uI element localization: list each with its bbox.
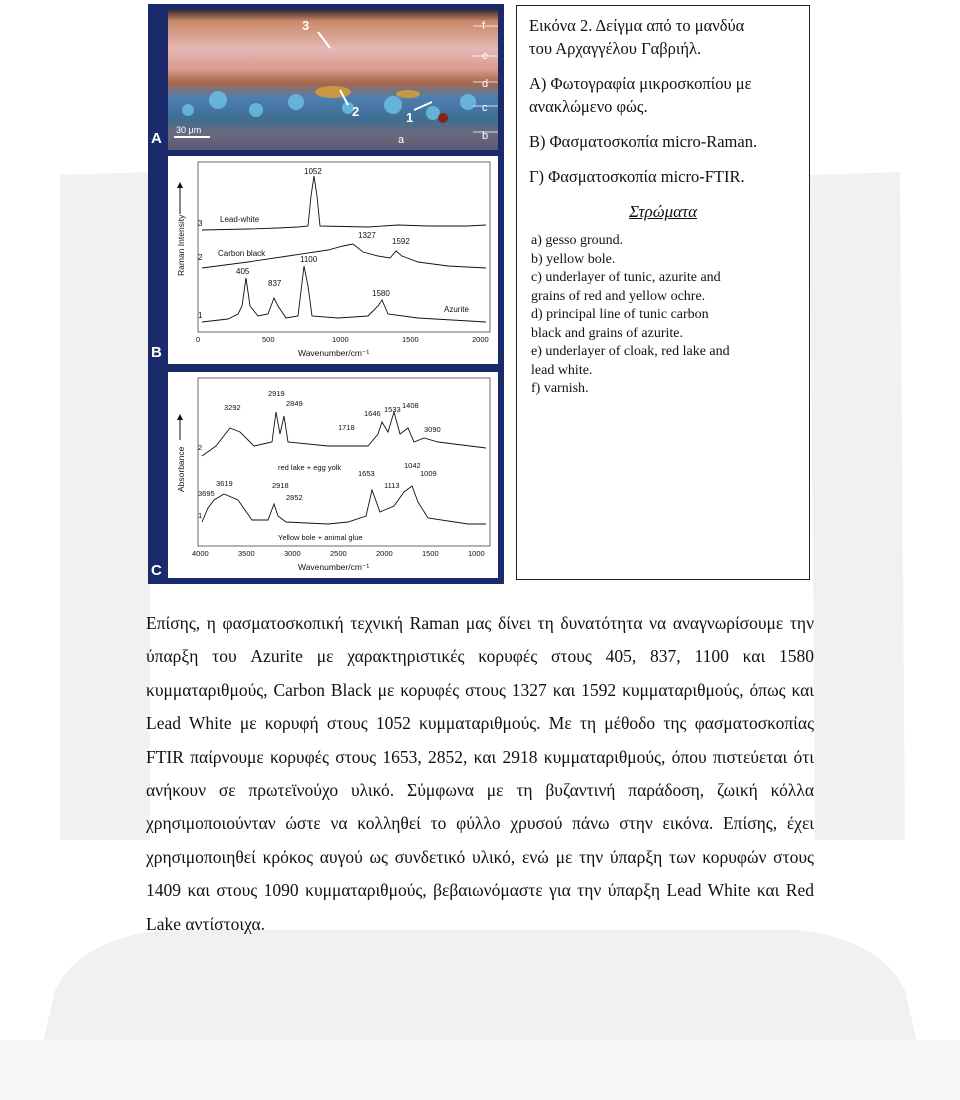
ftir-spectra: [168, 372, 498, 578]
figure-panels: [148, 4, 504, 584]
raman-trace-number: 1: [198, 311, 203, 320]
layer-item: d) principal line of tunic carbon: [531, 307, 709, 322]
raman-peak-label: 1580: [372, 289, 390, 298]
ftir-xtick: 1500: [422, 549, 439, 558]
raman-xtick: 2000: [472, 335, 489, 344]
ftir-peak-label: 1646: [364, 409, 381, 418]
ftir-peak-label: 3695: [198, 489, 215, 498]
layer-item: e) underlayer of cloak, red lake and: [531, 344, 730, 359]
layer-item: b) yellow bole.: [531, 251, 616, 267]
ftir-peak-label: 3619: [216, 479, 233, 488]
ftir-xtick: 2000: [376, 549, 393, 558]
ftir-peak-label: 2918: [272, 481, 289, 490]
ftir-peak-label: 1113: [384, 481, 400, 490]
ftir-peak-label: 1042: [404, 461, 421, 470]
ftir-peak-label: 2919: [268, 389, 285, 398]
ftir-peak-label: 2852: [286, 493, 303, 502]
panel-label-b: B: [151, 344, 162, 361]
layers-heading: Στρώματα: [628, 202, 698, 221]
raman-xtick: 500: [262, 335, 275, 344]
raman-peak-label: 1592: [392, 237, 410, 246]
ftir-trace-label: red lake + egg yolk: [278, 463, 342, 472]
raman-peak-label: 405: [236, 267, 250, 276]
caption-title-line: του Αρχαγγέλου Γαβριήλ.: [529, 39, 702, 58]
ftir-peak-label: 1653: [358, 469, 375, 478]
raman-trace-label: Carbon black: [218, 249, 266, 258]
photo-callout: 3: [302, 18, 310, 33]
layer-marker: a: [398, 134, 405, 146]
caption-title-line: Εικόνα 2. Δείγμα από το μανδύα: [529, 16, 745, 35]
raman-spectra: [168, 156, 498, 364]
caption-item-b: Β) Φασματοσκοπία micro-Raman.: [529, 132, 758, 151]
ftir-xtick: 3000: [284, 549, 301, 558]
photo-callout: 1: [406, 110, 414, 125]
ftir-peak-label: 1408: [402, 401, 419, 410]
layer-marker: e: [482, 50, 489, 62]
ftir-xtick: 3500: [238, 549, 255, 558]
raman-peak-label: 837: [268, 279, 282, 288]
layer-item: black and grains of azurite.: [531, 325, 683, 341]
ftir-xlabel: Wavenumber/cm⁻¹: [298, 562, 370, 572]
raman-xtick: 1000: [332, 335, 349, 344]
layer-marker: b: [482, 130, 489, 142]
ftir-peak-label: 1718: [338, 423, 355, 432]
caption-item-c: Γ) Φασματοσκοπία micro-FTIR.: [529, 167, 745, 186]
ftir-xtick: 4000: [192, 549, 209, 558]
ftir-trace-number: 1: [198, 511, 203, 520]
ftir-ylabel: Absorbance: [176, 446, 186, 492]
ftir-peak-label: 1009: [420, 469, 437, 478]
raman-xlabel: Wavenumber/cm⁻¹: [298, 348, 370, 358]
layer-item: lead white.: [531, 362, 593, 378]
ftir-peak-label: 1533: [384, 405, 401, 414]
ftir-xtick: 1000: [468, 549, 485, 558]
ftir-peak-label: 2849: [286, 399, 303, 408]
ftir-peak-label: 3292: [224, 403, 241, 412]
figure-caption-box: [516, 5, 810, 580]
raman-trace-number: 3: [198, 219, 203, 228]
layer-item: f) varnish.: [531, 381, 589, 396]
microscope-photo: [168, 10, 498, 150]
layer-item: a) gesso ground.: [531, 233, 624, 248]
raman-peak-label: 1052: [304, 167, 322, 176]
ftir-trace-label: Yellow bole + animal glue: [278, 533, 363, 542]
raman-peak-label: 1327: [358, 231, 376, 240]
ftir-peak-label: 3090: [424, 425, 441, 434]
ftir-trace-number: 2: [198, 443, 203, 452]
layer-item: grains of red and yellow ochre.: [531, 288, 706, 304]
layer-marker: d: [482, 78, 489, 90]
raman-xtick: 0: [196, 335, 201, 344]
raman-trace-number: 2: [198, 253, 203, 262]
raman-xtick: 1500: [402, 335, 419, 344]
panel-label-c: C: [151, 562, 162, 579]
raman-ylabel: Raman Intensity: [176, 214, 186, 276]
layer-marker: f: [482, 20, 486, 32]
caption-item-a: Α) Φωτογραφία μικροσκοπίου με: [529, 74, 752, 93]
raman-trace-label: Azurite: [444, 305, 469, 314]
layer-marker: c: [482, 102, 488, 114]
scale-bar-label: 30 μm: [176, 125, 202, 135]
photo-callout: 2: [352, 104, 360, 119]
raman-trace-label: Lead-white: [220, 215, 260, 224]
layer-item: c) underlayer of tunic, azurite and: [531, 270, 721, 285]
panel-label-a: A: [151, 130, 162, 147]
ftir-xtick: 2500: [330, 549, 347, 558]
raman-peak-label: 1100: [300, 255, 318, 264]
caption-item-a: ανακλώμενο φώς.: [529, 97, 648, 116]
body-paragraph: Επίσης, η φασματοσκοπική τεχνική Raman μας δίνει τη δυνατότητα να αναγνωρίσουμε την ύπαρξη του Azurite με χαρακτηριστικές κορυφές στους 405, 837, 1100 και 1580 κυμματαριθμούς, Carbon Black με κορυφές στους 1327 και 1592 κυμματαριθμούς, όπως και Lead White με κορυφή στους 1052 κυμματαριθμούς. Με τη μέθοδο της φασματοσκοπίας FTIR παίρνουμε κορυφές στους 1653, 2852, και 2918 κυμματαριθμούς, όπου πιστεύεται ότι ανήκουν σε πρωτεϊνούχο υλικό. Σύμφωνα με τη βυζαντινή παράδοση, ζωική κόλλα χρησιμοποιούνταν ώστε να κολληθεί το φύλλο χρυσού πάνω στην εικόνα. Επίσης, έχει χρησιμοποιηθεί κρόκος αυγού ως συνδετικό υλικό, ενώ με την ύπαρξη των κορυφών στους 1409 και στους 1090 κυμματαριθμούς, βεβαιωνόμαστε για την ύπαρξη Lead White και Red Lake αντίστοιχα.: [146, 613, 814, 934]
